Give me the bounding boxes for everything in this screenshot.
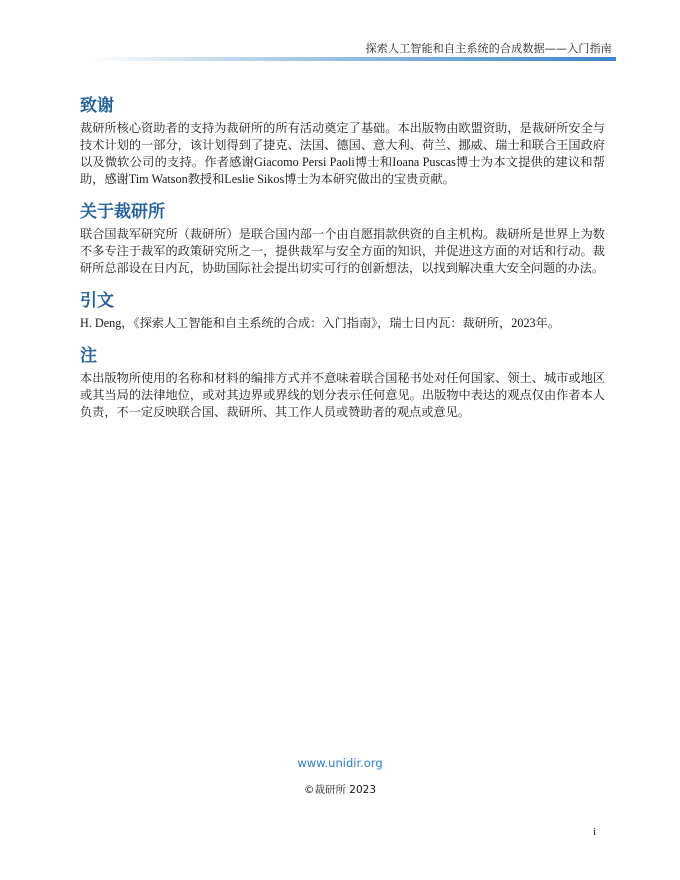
page-number: i — [592, 826, 596, 838]
footer-website-link[interactable]: www.unidir.org — [297, 756, 383, 770]
section-about — [80, 200, 605, 277]
section-body-citation: H. Deng，《探索人工智能和自主系统的合成：入门指南》，瑞士日内瓦：裁研所，2023年。 — [80, 316, 561, 330]
section-body-about: 联合国裁军研究所（裁研所）是联合国内部一个由自愿捐款供资的自主机构。裁研所是世界上为数不多专注于裁军的政策研究所之一，提供裁军与安全方面的知识，并促进这方面的对话和行动。裁研所总部设在日内瓦，协助国际社会提出切实可行的创新想法，以找到解决重大安全问题的办法。 — [80, 227, 605, 275]
section-title-about: 关于裁研所 — [80, 202, 165, 222]
page-content — [80, 94, 605, 433]
header-rule — [88, 57, 616, 61]
footer-copyright: ©裁研所 2023 — [303, 784, 377, 796]
section-title-acknowledgements: 致谢 — [80, 96, 114, 116]
running-header-title: 探索人工智能和自主系统的合成数据——入门指南 — [365, 42, 612, 55]
section-citation — [80, 289, 605, 332]
section-body-acknowledgements: 裁研所核心资助者的支持为裁研所的所有活动奠定了基础。本出版物由欧盟资助，是裁研所安全与技术计划的一部分，该计划得到了捷克、法国、德国、意大利、荷兰、挪威、瑞士和联合王国政府以及微软公司的支持。作者感谢Giacomo Persi Paoli博士和Ioana Puscas博士为本文提供的建议和帮助，感谢Tim Watson教授和Leslie Sikos博士为本研究做出的宝贵贡献。 — [80, 121, 605, 186]
section-note — [80, 344, 605, 421]
section-title-note: 注 — [80, 346, 97, 366]
section-acknowledgements — [80, 94, 605, 188]
section-title-citation: 引文 — [80, 291, 114, 311]
section-body-note: 本出版物所使用的名称和材料的编排方式并不意味着联合国秘书处对任何国家、领土、城市或地区或其当局的法律地位，或对其边界或界线的划分表示任何意见。出版物中表达的观点仅由作者本人负责，不一定反映联合国、裁研所、其工作人员或赞助者的观点或意见。 — [80, 371, 605, 419]
